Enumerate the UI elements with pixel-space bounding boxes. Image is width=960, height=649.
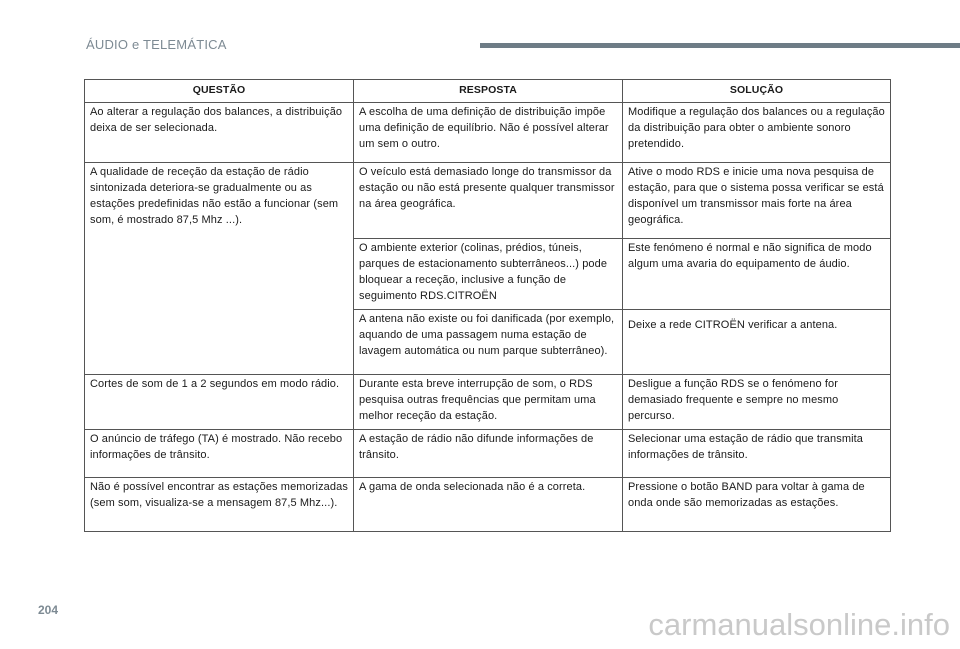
table-header-row: [85, 80, 891, 103]
column-header-solution: SOLUÇÃO: [623, 80, 891, 103]
column-header-question: QUESTÃO: [85, 80, 354, 103]
response-cell: A gama de onda selecionada não é a correta.: [354, 477, 623, 531]
table-row: [85, 163, 891, 239]
table-row: [85, 429, 891, 477]
solution-cell: Ative o modo RDS e inicie uma nova pesquisa de estação, para que o sistema possa verificar se está disponível um transmissor mais forte na área geográfica.: [623, 163, 891, 239]
solution-cell: Selecionar uma estação de rádio que transmita informações de trânsito.: [623, 429, 891, 477]
troubleshooting-table: [84, 79, 891, 532]
question-cell: Ao alterar a regulação dos balances, a distribuição deixa de ser selecionada.: [85, 103, 354, 163]
response-cell: O ambiente exterior (colinas, prédios, túneis, parques de estacionamento subterrâneos...) pode bloquear a receção, inclusive a função de seguimento RDS.CITROËN: [354, 239, 623, 310]
question-cell: Cortes de som de 1 a 2 segundos em modo rádio.: [85, 374, 354, 429]
question-cell: A qualidade de receção da estação de rádio sintonizada deteriora-se gradualmente ou as estações predefinidas não estão a funcionar (sem som, é mostrado 87,5 Mhz ...).: [85, 163, 354, 375]
table-row: [85, 477, 891, 531]
header-bar: [480, 43, 960, 48]
response-cell: A estação de rádio não difunde informações de trânsito.: [354, 429, 623, 477]
solution-cell: Pressione o botão BAND para voltar à gama de onda onde são memorizadas as estações.: [623, 477, 891, 531]
question-cell: O anúncio de tráfego (TA) é mostrado. Não recebo informações de trânsito.: [85, 429, 354, 477]
solution-cell: Deixe a rede CITROËN verificar a antena.: [623, 309, 891, 374]
column-header-response: RESPOSTA: [354, 80, 623, 103]
response-cell: Durante esta breve interrupção de som, o RDS pesquisa outras frequências que permitam uma melhor receção da estação.: [354, 374, 623, 429]
section-title: ÁUDIO e TELEMÁTICA: [86, 37, 227, 52]
table-row: [85, 374, 891, 429]
response-cell: A escolha de uma definição de distribuição impõe uma definição de equilíbrio. Não é possível alterar um sem o outro.: [354, 103, 623, 163]
question-cell: Não é possível encontrar as estações memorizadas (sem som, visualiza-se a mensagem 87,5 Mhz...).: [85, 477, 354, 531]
page-number: 204: [38, 603, 59, 617]
table-row: [85, 103, 891, 163]
watermark: carmanualsonline.info: [648, 607, 950, 642]
solution-cell: Modifique a regulação dos balances ou a regulação da distribuição para obter o ambiente sonoro pretendido.: [623, 103, 891, 163]
solution-cell: Este fenómeno é normal e não significa de modo algum uma avaria do equipamento de áudio.: [623, 239, 891, 310]
response-cell: A antena não existe ou foi danificada (por exemplo, aquando de uma passagem numa estação de lavagem automática ou num parque subterrâneo).: [354, 309, 623, 374]
response-cell: O veículo está demasiado longe do transmissor da estação ou não está presente qualquer transmissor na área geográfica.: [354, 163, 623, 239]
solution-cell: Desligue a função RDS se o fenómeno for demasiado frequente e sempre no mesmo percurso.: [623, 374, 891, 429]
